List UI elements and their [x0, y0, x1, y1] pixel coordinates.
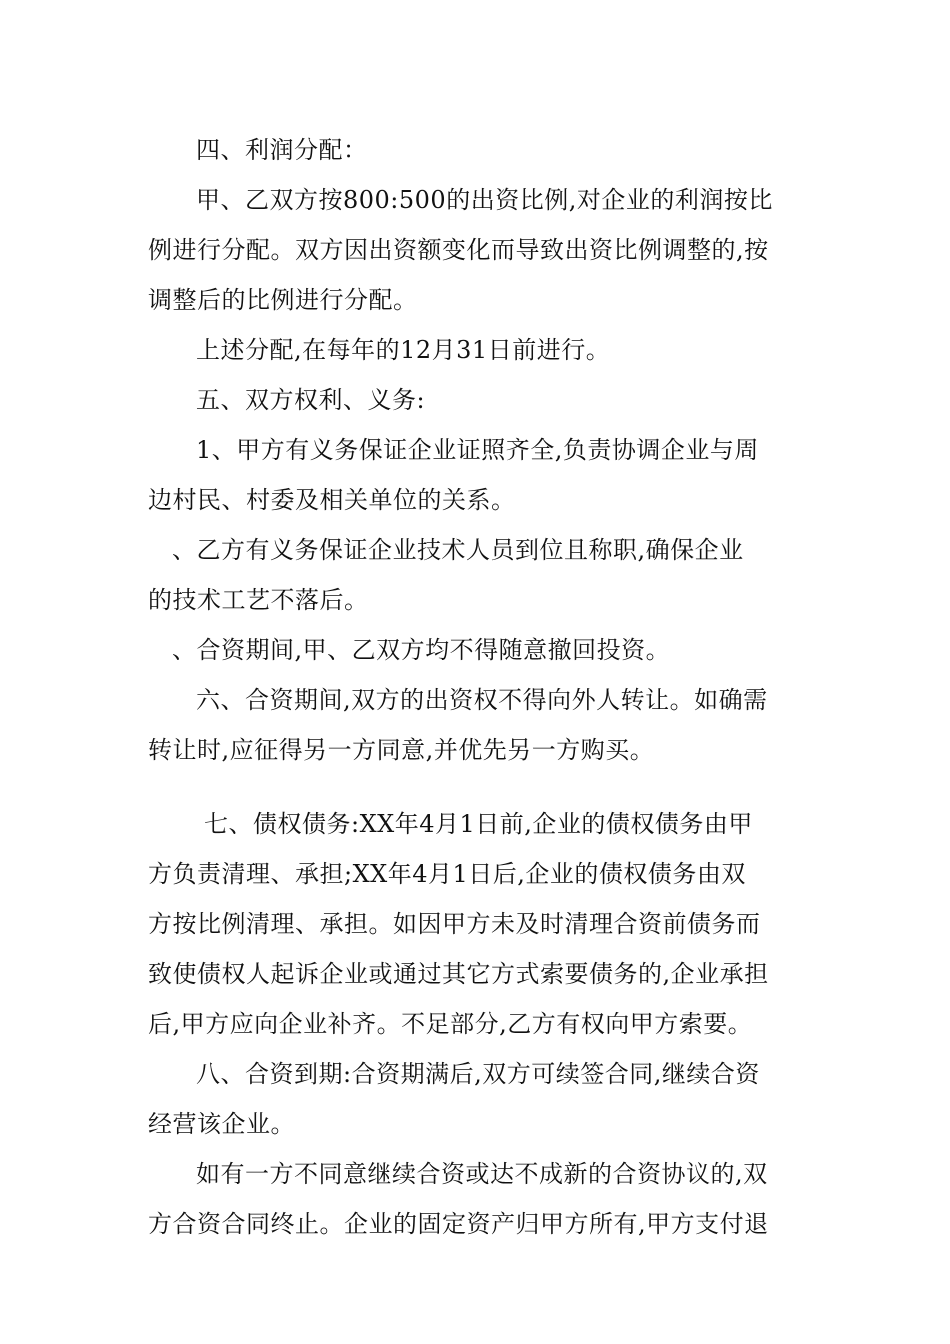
section-4-heading: 四、利润分配： — [196, 136, 368, 164]
paragraph-line: 的技术工艺不落后。 — [148, 586, 369, 614]
paragraph-line: 、合资期间,甲、乙双方均不得随意撤回投资。 — [172, 636, 671, 664]
paragraph-line: 方按比例清理、承担。如因甲方未及时清理合资前债务而 — [148, 910, 761, 938]
section-7-paragraph: 七、债权债务:XX年4月1日前,企业的债权债务由甲 — [204, 810, 753, 838]
paragraph-line: 方合资合同终止。企业的固定资产归甲方所有,甲方支付退 — [148, 1210, 769, 1238]
paragraph-line: 方负责清理、承担;XX年4月1日后,企业的债权债务由双 — [148, 860, 746, 888]
paragraph-line: 如有一方不同意继续合资或达不成新的合资协议的,双 — [196, 1160, 768, 1188]
paragraph-line: 调整后的比例进行分配。 — [148, 286, 418, 314]
paragraph-line: 甲、乙双方按800:500的出资比例,对企业的利润按比 — [196, 186, 773, 214]
paragraph-line: 边村民、村委及相关单位的关系。 — [148, 486, 516, 514]
paragraph-line: 上述分配,在每年的12月31日前进行。 — [196, 336, 611, 364]
paragraph-line: 经营该企业。 — [148, 1110, 295, 1138]
paragraph-line: 后,甲方应向企业补齐。不足部分,乙方有权向甲方索要。 — [148, 1010, 753, 1038]
section-5-heading: 五、双方权利、义务: — [196, 386, 426, 414]
section-8-paragraph: 八、合资到期:合资期满后,双方可续签合同,继续合资 — [196, 1060, 760, 1088]
paragraph-line: 1、甲方有义务保证企业证照齐全,负责协调企业与周 — [196, 436, 759, 464]
paragraph-line: 致使债权人起诉企业或通过其它方式索要债务的,企业承担 — [148, 960, 769, 988]
section-6-paragraph: 六、合资期间,双方的出资权不得向外人转让。如确需 — [196, 686, 768, 714]
paragraph-line: 转让时,应征得另一方同意,并优先另一方购买。 — [148, 736, 655, 764]
paragraph-line: 、乙方有义务保证企业技术人员到位且称职,确保企业 — [172, 536, 744, 564]
paragraph-line: 例进行分配。双方因出资额变化而导致出资比例调整的,按 — [148, 236, 769, 264]
